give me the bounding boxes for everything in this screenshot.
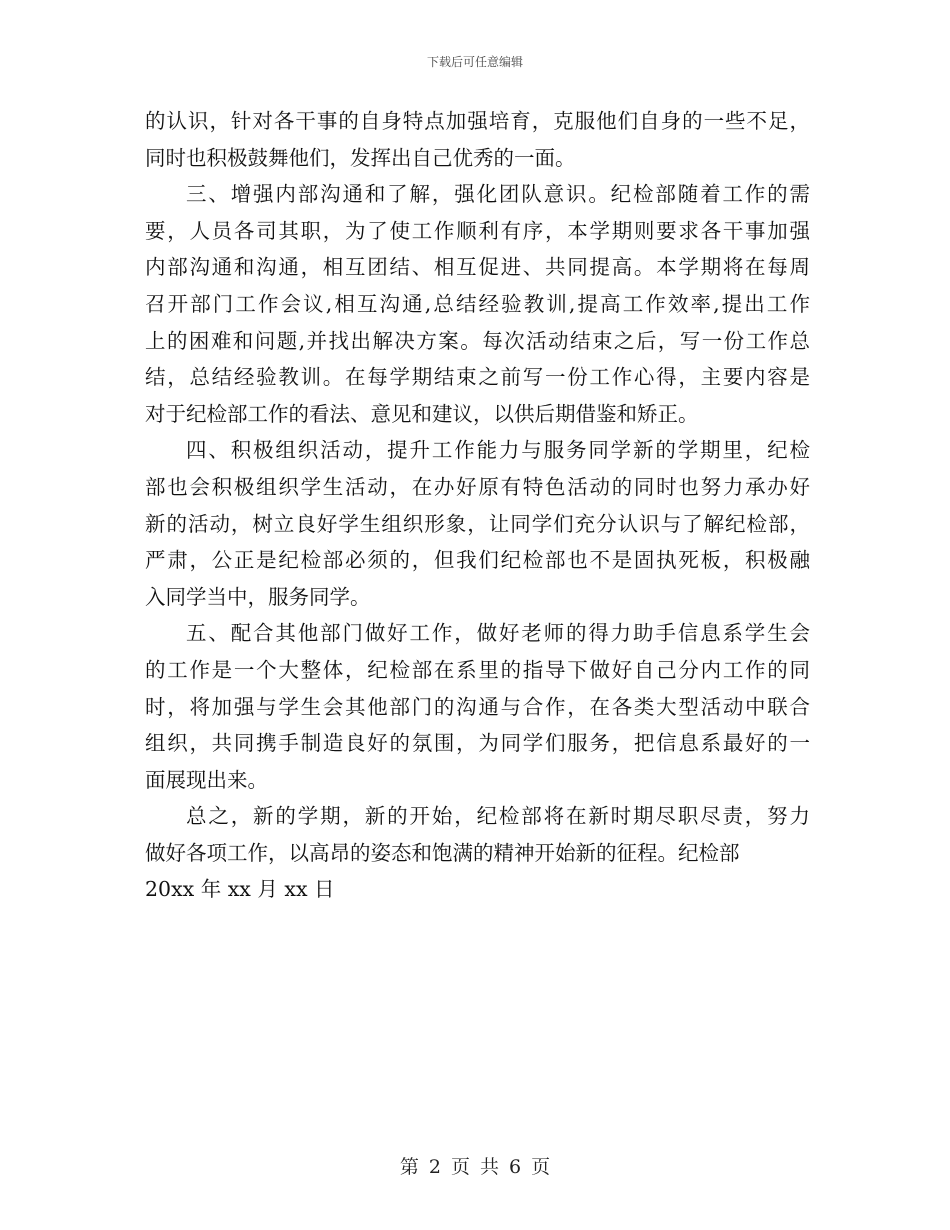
text-line: 召开部门工作会议,相互沟通,总结经验教训,提高工作效率,提出工作 [145,291,810,316]
text-line: 结，总结经验教训。在每学期结束之前写一份工作心得，主要内容是 [145,365,810,390]
text-line: 严肃，公正是纪检部必须的，但我们纪检部也不是固执死板，积极融 [145,548,810,573]
text-line: 对于纪检部工作的看法、意见和建议，以供后期借鉴和矫正。 [145,401,699,426]
text-line: 时，将加强与学生会其他部门的沟通与合作，在各类大型活动中联合 [145,694,810,719]
text-line: 的认识，针对各干事的自身特点加强培育，克服他们自身的一些不足， [145,109,810,133]
text-line: 20xx 年 xx 月 xx 日 [145,877,335,902]
text-line: 要，人员各司其职，为了使工作顺利有序，本学期则要求各干事加强 [145,218,810,243]
page-number: 第 2 页 共 6 页 [399,1156,551,1178]
text-line: 内部沟通和沟通，相互团结、相互促进、共同提高。本学期将在每周 [145,255,810,280]
text-line: 新的活动，树立良好学生组织形象，让同学们充分认识与了解纪检部， [145,511,810,536]
header-note: 下载后可任意编辑 [426,55,523,69]
text-line: 的工作是一个大整体，纪检部在系里的指导下做好自己分内工作的同 [145,657,810,682]
text-line: 四、积极组织活动，提升工作能力与服务同学新的学期里，纪检 [186,438,810,463]
text-line: 入同学当中，服务同学。 [145,584,371,609]
text-line: 面展现出来。 [145,767,268,792]
text-line: 同时也积极鼓舞他们，发挥出自己优秀的一面。 [145,145,576,170]
text-line: 做好各项工作，以高昂的姿态和饱满的精神开始新的征程。纪检部 [145,840,740,865]
document-body [145,103,810,908]
text-line: 三、增强内部沟通和了解，强化团队意识。纪检部随着工作的需 [186,182,810,207]
text-line: 部也会积极组织学生活动，在办好原有特色活动的同时也努力承办好 [145,474,810,499]
text-line: 上的困难和问题,并找出解决方案。每次活动结束之后，写一份工作总 [145,328,810,353]
text-line: 五、配合其他部门做好工作，做好老师的得力助手信息系学生会 [186,621,810,646]
text-line: 组织，共同携手制造良好的氛围，为同学们服务，把信息系最好的一 [145,731,810,756]
text-line: 总之，新的学期，新的开始，纪检部将在新时期尽职尽责，努力 [186,804,810,829]
